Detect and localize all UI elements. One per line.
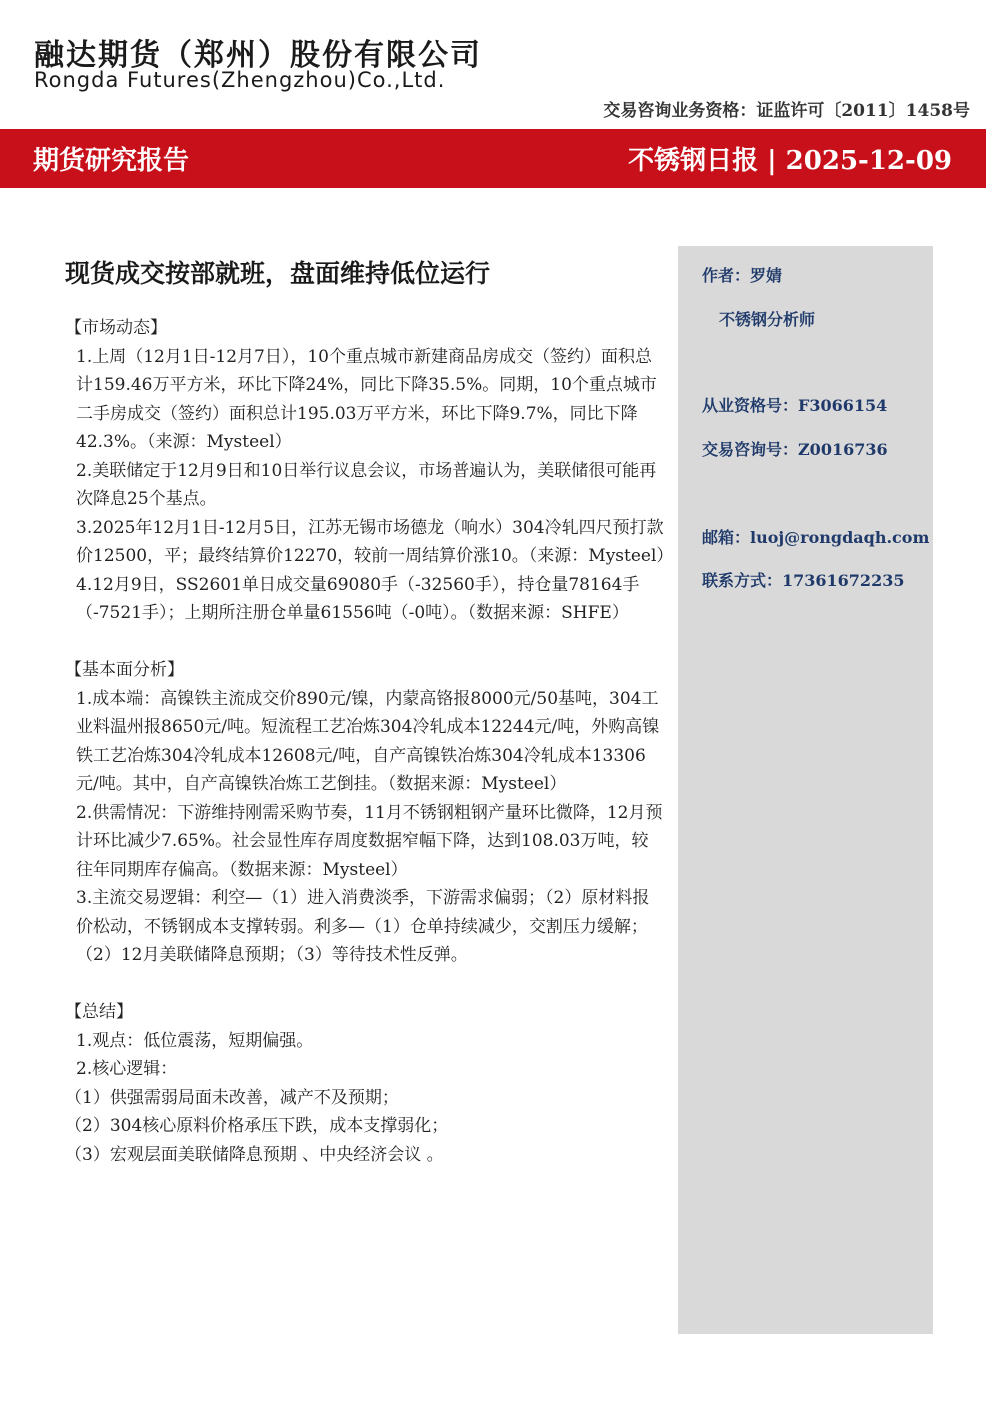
author-sidebar bbox=[678, 246, 933, 1334]
author-email[interactable]: 邮箱：luoj@rongdaqh.com bbox=[702, 528, 930, 547]
market-item: 3.2025年12月1日-12月5日，江苏无锡市场德龙（响水）304冷轧四尺预打款价12500，平；最终结算价12270，较前一周结算价涨10。（来源：Mysteel） bbox=[76, 517, 674, 566]
section-spacer bbox=[65, 628, 665, 657]
summary-heading: 【总结】 bbox=[65, 1002, 133, 1022]
summary-item: （3）宏观层面美联储降息预期 、中央经济会议 。 bbox=[65, 1144, 444, 1165]
fundamentals-item: 1.成本端：高镍铁主流成交价890元/镍，内蒙高铬报8000元/50基吨，304工业料温州报8650元/吨。短流程工艺冶炼304冷轧成本12244元/吨，外购高镍铁工艺冶炼304冷轧成本12608元/吨，自产高镍铁冶炼304冷轧成本13306元/吨。其中，自产高镍铁冶炼工艺倒挂。（数据来源：Mysteel） bbox=[76, 688, 660, 794]
market-item: 2.美联储定于12月9日和10日举行议息会议，市场普遍认为，美联储很可能再次降息25个基点。 bbox=[76, 460, 657, 509]
company-name-cn: 融达期货（郑州）股份有限公司 bbox=[34, 38, 482, 73]
report-banner bbox=[0, 129, 986, 188]
summary-item: 1.观点：低位震荡，短期偏强。 bbox=[76, 1030, 314, 1051]
fundamentals-item: 3.主流交易逻辑：利空—（1）进入消费淡季，下游需求偏弱；（2）原材料报价松动，不锈钢成本支撑转弱。利多—（1）仓单持续减少，交割压力缓解；（2）12月美联储降息预期；（3）等待技术性反弹。 bbox=[76, 888, 650, 965]
author-phone: 联系方式：17361672235 bbox=[702, 571, 905, 590]
main-title: 现货成交按部就班，盘面维持低位运行 bbox=[65, 259, 491, 288]
summary-item: （2）304核心原料价格承压下跌，成本支撑弱化； bbox=[65, 1116, 449, 1136]
license-info: 交易咨询业务资格：证监许可〔2011〕1458号 bbox=[603, 101, 970, 121]
market-item: 1.上周（12月1日-12月7日），10个重点城市新建商品房成交（签约）面积总计159.46万平方米，环比下降24%，同比下降35.5%。同期，10个重点城市二手房成交（签约）面积总计195.03万平方米，环比下降9.7%，同比下降42.3%。（来源：Mysteel） bbox=[76, 346, 657, 452]
fundamentals-item: 2.供需情况：下游维持刚需采购节奏，11月不锈钢粗钢产量环比微降，12月预计环比减少7.65%。社会显性库存周度数据窄幅下降，达到108.03万吨，较往年同期库存偏高。（数据来源：Mysteel） bbox=[76, 802, 663, 880]
market-item: 4.12月9日，SS2601单日成交量69080手（-32560手），持仓量78164手（-7521手）；上期所注册仓单量61556吨（-0吨）。（数据来源：SHFE） bbox=[76, 574, 640, 623]
qualification-number: 从业资格号：F3066154 bbox=[702, 396, 888, 415]
section-spacer bbox=[65, 970, 665, 999]
report-type: 期货研究报告 bbox=[33, 146, 190, 176]
report-content bbox=[65, 314, 674, 1169]
consult-number: 交易咨询号：Z0016736 bbox=[702, 440, 888, 459]
summary-item: （1）供强需弱局面未改善，减产不及预期； bbox=[65, 1087, 399, 1108]
report-title-date: 不锈钢日报 | 2025-12-09 bbox=[628, 146, 952, 176]
market-heading: 【市场动态】 bbox=[65, 318, 167, 338]
company-name-en: Rongda Futures(Zhengzhou)Co.,Ltd. bbox=[34, 68, 446, 92]
author-name: 作者：罗婧 bbox=[702, 266, 783, 285]
summary-item: 2.核心逻辑： bbox=[76, 1059, 178, 1079]
author-role: 不锈钢分析师 bbox=[719, 310, 816, 329]
fundamentals-heading: 【基本面分析】 bbox=[65, 660, 184, 680]
